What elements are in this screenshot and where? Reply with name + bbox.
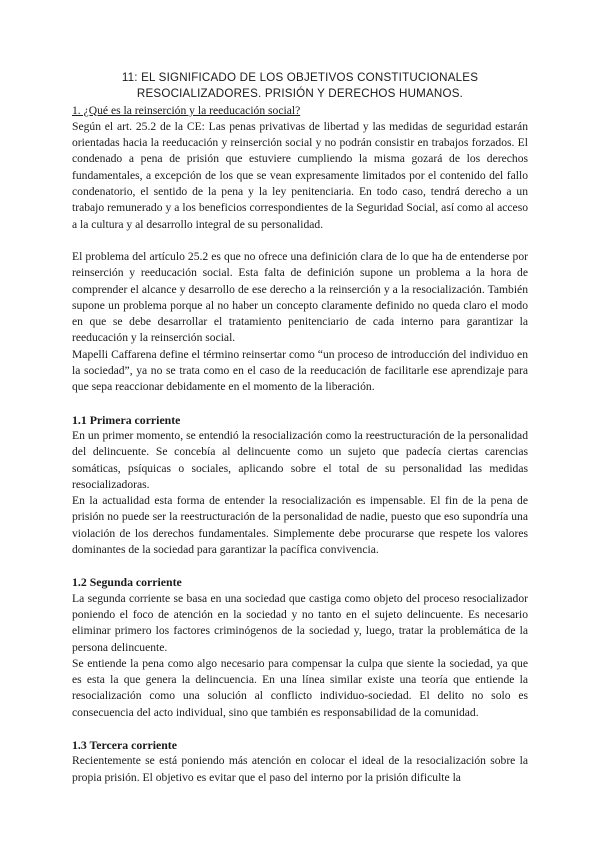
spacer xyxy=(72,558,528,574)
question-heading: 1. ¿Qué es la reinserción y la reeducación social? xyxy=(72,103,301,117)
section-1-2-paragraph-1: La segunda corriente se basa en una sociedad que castiga como objeto del proceso resocializador poniendo el foco de atención en la sociedad y no tanto en el sujeto delincuente. Es necesario eliminar primero los factores criminógenos de la sociedad y, luego, tratar la problemática de la persona delincuente. xyxy=(72,591,528,654)
section-heading-tercera-corriente: 1.3 Tercera corriente xyxy=(72,737,177,752)
problem-paragraph: El problema del artículo 25.2 es que no ofrece una definición clara de lo que ha de entenderse por reinserción y reeducación social. Esta falta de definición supone un problema a la hora de comprender el alcance y desarrollo de ese derecho a la reinserción y a la resocialización. También supone un problema porque al no haber un concepto claramente definido no queda claro el modo en que se debe desarrollar el tratamiento penitenciario de cada interno para garantizar la reeducación y la reinserción social. xyxy=(72,249,528,345)
document-page xyxy=(72,70,528,786)
section-heading-primera-corriente: 1.1 Primera corriente xyxy=(72,412,181,427)
spacer xyxy=(72,721,528,737)
document-title-line-2: RESOCIALIZADORES. PRISIÓN Y DERECHOS HUMANOS. xyxy=(136,87,464,101)
intro-paragraph: Según el art. 25.2 de la CE: Las penas privativas de libertad y las medidas de seguridad estarán orientadas hacia la reeducación y reinserción social y no podrán consistir en trabajos forzados. El condenado a pena de prisión que estuviere cumpliendo la misma gozará de los derechos fundamentales, a excepción de los que se vean expresamente limitados por el contenido del fallo condenatorio, el sentido de la pena y la ley penitenciaria. En todo caso, tendrá derecho a un trabajo remunerado y a los beneficios correspondientes de la Seguridad Social, así como al acceso a la cultura y al desarrollo integral de su personalidad. xyxy=(72,119,528,231)
section-1-1-paragraph-1: En un primer momento, se entendió la resocialización como la reestructuración de la personalidad del delincuente. Se concebía al delincuente como un sujeto que padecía ciertas carencias somáticas, psíquicas o sociales, aplicando sobre el total de su personalidad las medidas resocializadoras. xyxy=(72,428,528,491)
document-title-line-1: 11: EL SIGNIFICADO DE LOS OBJETIVOS CONSTITUCIONALES xyxy=(121,71,479,84)
section-1-2-paragraph-2: Se entiende la pena como algo necesario para compensar la culpa que siente la sociedad, ya que es esta la que genera la delincuencia. En una línea similar existe una teoría que entiende la resocialización como una solución al conflicto individuo-sociedad. El delito no solo es consecuencia del acto individual, sino que también es responsabilidad de la comunidad. xyxy=(72,656,528,719)
section-heading-segunda-corriente: 1.2 Segunda corriente xyxy=(72,575,182,590)
spacer xyxy=(72,396,528,412)
mapelli-paragraph: Mapelli Caffarena define el término reinsertar como “un proceso de introducción del individuo en la sociedad”, ya no se trata como en el caso de la reeducación de facilitarle ese aprendizaje para que sepa reaccionar debidamente en el momento de la liberación. xyxy=(72,347,528,394)
section-1-1-paragraph-2: En la actualidad esta forma de entender la resocialización es impensable. El fin de la pena de prisión no puede ser la reestructuración de la personalidad de nadie, puesto que eso supondría una violación de los derechos fundamentales. Simplemente debe procurarse que respete los valores dominantes de la sociedad para garantizar la pacífica convivencia. xyxy=(72,494,528,557)
section-1-3-paragraph-1: Recientemente se está poniendo más atención en colocar el ideal de la resocialización sobre la propia prisión. El objetivo es evitar que el paso del interno por la prisión dificulte la xyxy=(72,754,528,784)
spacer xyxy=(72,233,528,249)
